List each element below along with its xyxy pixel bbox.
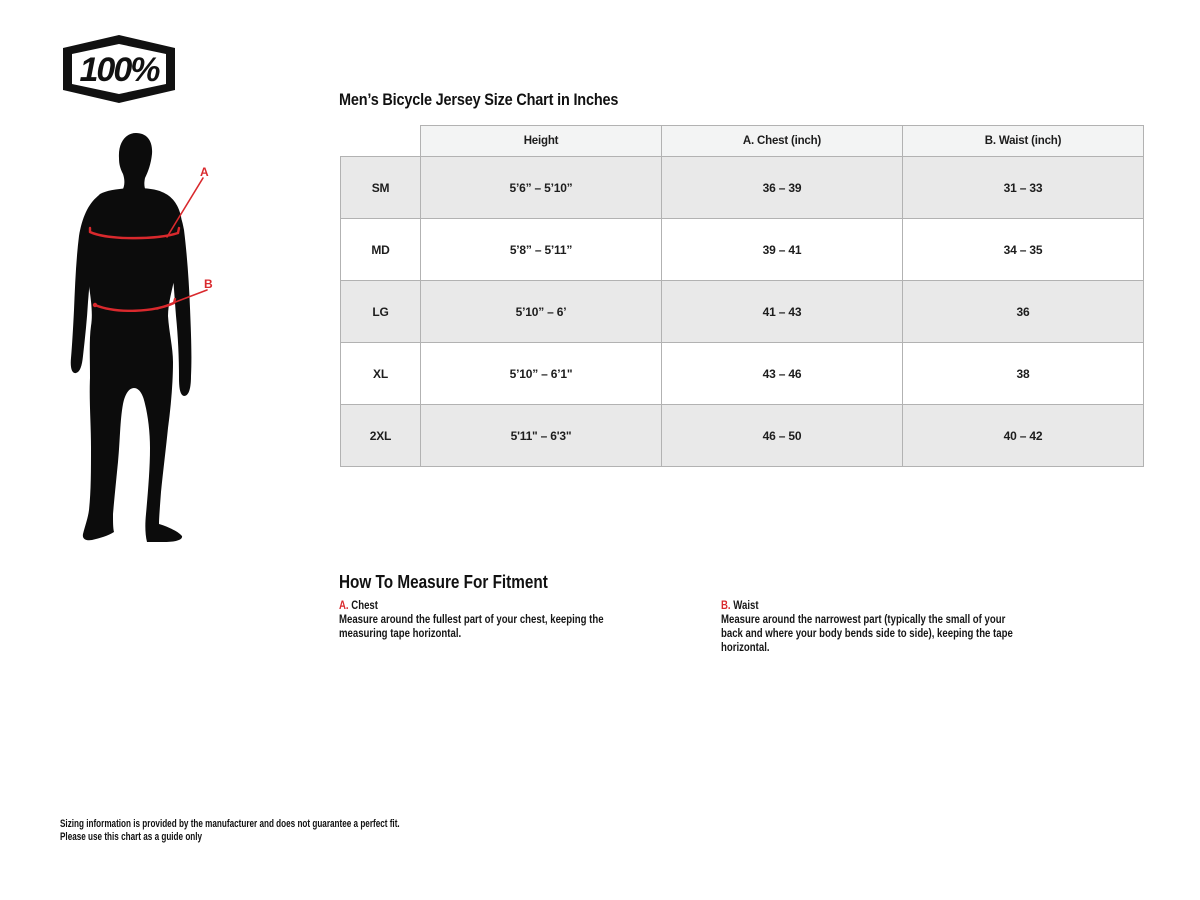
- measure-label-waist: [721, 598, 1023, 612]
- measure-label-chest: [339, 598, 641, 612]
- height-cell: 5’10” – 6’: [421, 281, 662, 343]
- waist-line-end-dot: [93, 303, 97, 307]
- table-row-lg: [341, 281, 1144, 343]
- footer-line-1: Sizing information is provided by the manufacturer and does not guarantee a perfect fit.: [60, 818, 400, 830]
- measure-letter-b: B.: [721, 598, 731, 612]
- measure-item-chest: [339, 598, 641, 640]
- measure-text-chest: Measure around the fullest part of your chest, keeping the measuring tape horizontal.: [339, 612, 604, 640]
- size-cell: 2XL: [341, 405, 421, 467]
- waist-cell: 36: [903, 281, 1144, 343]
- silhouette-head: [119, 133, 152, 191]
- logo-text: 100%: [79, 51, 159, 89]
- size-table-header: [341, 126, 1144, 157]
- page-title: Men’s Bicycle Jersey Size Chart in Inches: [339, 90, 619, 109]
- chest-cell: 36 – 39: [662, 157, 903, 219]
- col-header-blank: [341, 126, 421, 157]
- size-cell: XL: [341, 343, 421, 405]
- chest-cell: 43 – 46: [662, 343, 903, 405]
- chest-cell: 46 – 50: [662, 405, 903, 467]
- waist-cell: 31 – 33: [903, 157, 1144, 219]
- brand-logo-icon: [60, 33, 178, 105]
- waist-cell: 34 – 35: [903, 219, 1144, 281]
- col-header-height: Height: [421, 126, 662, 157]
- measure-heading: How To Measure For Fitment: [339, 572, 548, 592]
- size-cell: MD: [341, 219, 421, 281]
- measure-name-chest: Chest: [351, 598, 378, 612]
- size-cell: SM: [341, 157, 421, 219]
- waist-label-b: B: [204, 277, 213, 291]
- waist-cell: 40 – 42: [903, 405, 1144, 467]
- footer-line-2: Please use this chart as a guide only: [60, 830, 203, 843]
- male-silhouette: [71, 133, 192, 542]
- table-row-2xl: [341, 405, 1144, 467]
- col-header-chest: A. Chest (inch): [662, 126, 903, 157]
- measure-name-waist: Waist: [733, 598, 759, 612]
- table-row-sm: [341, 157, 1144, 219]
- waist-cell: 38: [903, 343, 1144, 405]
- chest-label-a: A: [200, 165, 209, 179]
- chest-cell: 41 – 43: [662, 281, 903, 343]
- measure-letter-a: A.: [339, 598, 349, 612]
- size-table: [340, 125, 1144, 467]
- table-row-xl: [341, 343, 1144, 405]
- height-cell: 5'11" – 6'3": [421, 405, 662, 467]
- footer-disclaimer: [60, 818, 400, 843]
- table-row-md: [341, 219, 1144, 281]
- height-cell: 5’8” – 5’11”: [421, 219, 662, 281]
- body-measurement-figure: [62, 130, 222, 548]
- col-header-waist: B. Waist (inch): [903, 126, 1144, 157]
- measure-text-waist: Measure around the narrowest part (typically the small of your back and where your body bends side to side), keeping the tape horizontal.: [721, 612, 1013, 654]
- height-cell: 5’6” – 5’10”: [421, 157, 662, 219]
- chest-cell: 39 – 41: [662, 219, 903, 281]
- height-cell: 5’10” – 6’1": [421, 343, 662, 405]
- size-cell: LG: [341, 281, 421, 343]
- measure-item-waist: [721, 598, 1023, 654]
- silhouette-torso-legs: [83, 188, 182, 542]
